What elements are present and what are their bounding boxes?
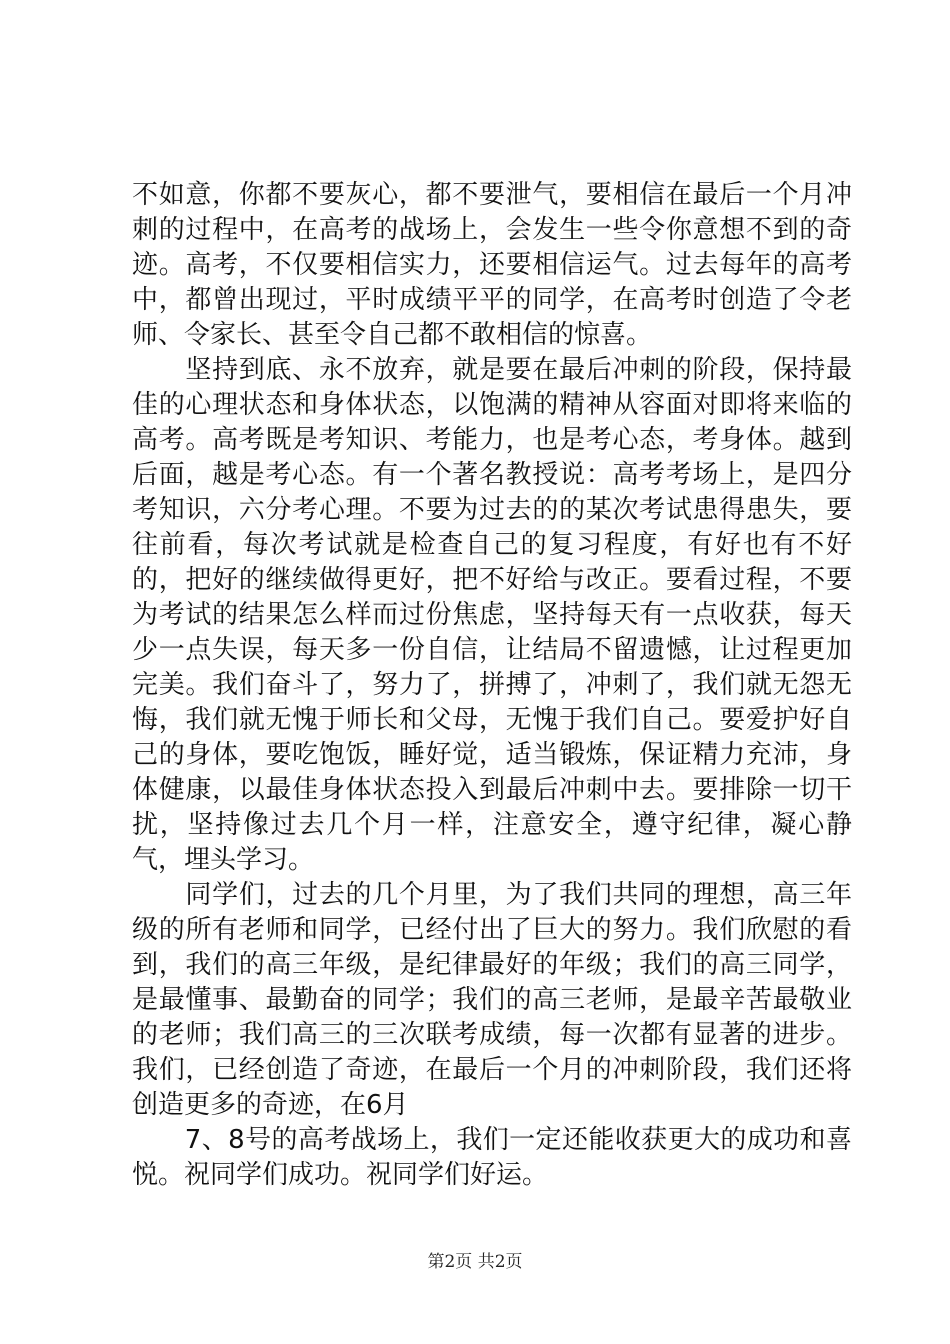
paragraph-1: 不如意，你都不要灰心，都不要泄气，要相信在最后一个月冲刺的过程中，在高考的战场上，会发生一些令你意想不到的奇迹。高考，不仅要相信实力，还要相信运气。过去每年的高考中，都曾出现过，平时成绩平平的同学，在高考时创造了令老师、令家长、甚至令自己都不敢相信的惊喜。 bbox=[132, 180, 852, 350]
document-body bbox=[132, 178, 852, 1193]
paragraph-4: 7、8号的高考战场上，我们一定还能收获更大的成功和喜悦。祝同学们成功。祝同学们好运。 bbox=[132, 1125, 852, 1190]
paragraph-2: 坚持到底、永不放弃，就是要在最后冲刺的阶段，保持最佳的心理状态和身体状态，以饱满的精神从容面对即将来临的高考。高考既是考知识、考能力，也是考心态，考身体。越到后面，越是考心态。有一个著名教授说：高考考场上，是四分考知识，六分考心理。不要为过去的的某次考试患得患失，要往前看，每次考试就是检查自己的复习程度，有好也有不好的，把好的继续做得更好，把不好给与改正。要看过程，不要为考试的结果怎么样而过份焦虑，坚持每天有一点收获，每天少一点失误，每天多一份自信，让结局不留遗憾，让过程更加完美。我们奋斗了，努力了，拼搏了，冲刺了，我们就无怨无悔，我们就无愧于师长和父母，无愧于我们自己。要爱护好自己的身体，要吃饱饭，睡好觉，适当锻炼，保证精力充沛，身体健康，以最佳身体状态投入到最后冲刺中去。要排除一切干扰，坚持像过去几个月一样，注意安全，遵守纪律，凝心静气，埋头学习。 bbox=[132, 355, 852, 875]
page-number-footer: 第2页 共2页 bbox=[427, 1252, 523, 1272]
paragraph-3: 同学们，过去的几个月里，为了我们共同的理想，高三年级的所有老师和同学，已经付出了巨大的努力。我们欣慰的看到，我们的高三年级，是纪律最好的年级；我们的高三同学，是最懂事、最勤奋的同学；我们的高三老师，是最辛苦最敬业的老师；我们高三的三次联考成绩，每一次都有显著的进步。我们，已经创造了奇迹，在最后一个月的冲刺阶段，我们还将创造更多的奇迹，在6月 bbox=[132, 880, 852, 1120]
